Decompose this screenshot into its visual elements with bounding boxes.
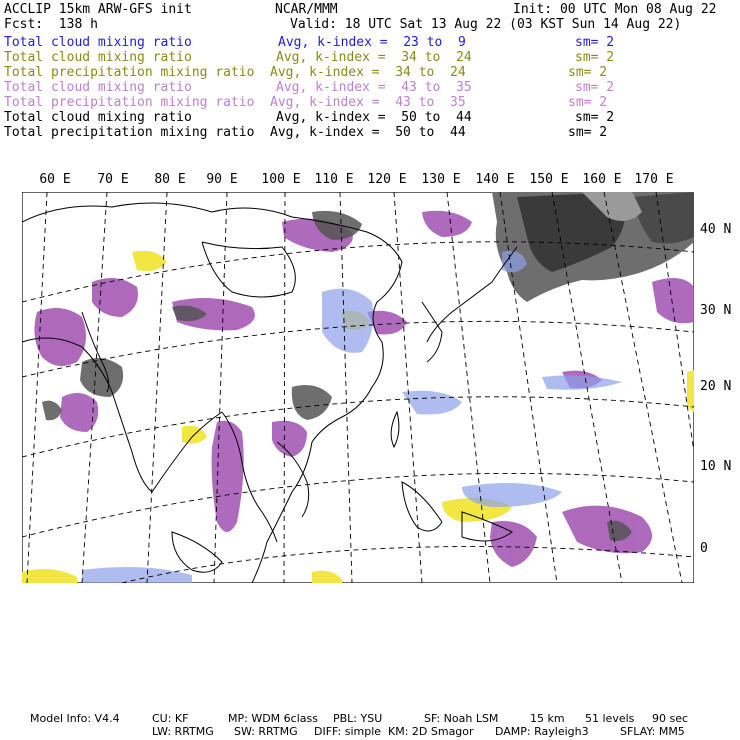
longitude-label: 140 E [475, 172, 515, 187]
field-sm: sm= 2 [575, 35, 615, 50]
map-panel [22, 192, 694, 583]
field-avg: Avg, k-index = 34 to 24 [276, 50, 472, 65]
footer-item: MP: WDM 6class [228, 712, 318, 725]
field-sm: sm= 2 [568, 65, 608, 80]
field-avg: Avg, k-index = 50 to 44 [276, 110, 472, 125]
field-name: Total cloud mixing ratio [4, 110, 192, 125]
footer-item: 90 sec [652, 712, 689, 725]
footer-item: DAMP: Rayleigh3 [495, 725, 589, 738]
footer-item: CU: KF [152, 712, 189, 725]
init-time: Init: 00 UTC Mon 08 Aug 22 [513, 2, 717, 17]
longitude-label: 170 E [634, 172, 674, 187]
latitude-label: 10 N [700, 459, 732, 474]
field-avg: Avg, k-index = 50 to 44 [270, 125, 466, 140]
footer-item: 51 levels [585, 712, 635, 725]
footer-item: Model Info: V4.4 [30, 712, 120, 725]
longitude-label: 80 E [154, 172, 186, 187]
valid-time: Valid: 18 UTC Sat 13 Aug 22 (03 KST Sun 14 Aug 22) [290, 17, 682, 32]
footer-item: 15 km [530, 712, 565, 725]
footer-item: SF: Noah LSM [424, 712, 499, 725]
footer-item: LW: RRTMG [152, 725, 214, 738]
field-name: Total cloud mixing ratio [4, 80, 192, 95]
longitude-label: 60 E [39, 172, 71, 187]
latitude-label: 30 N [700, 303, 732, 318]
field-sm: sm= 2 [568, 95, 608, 110]
forecast-hour: Fcst: 138 h [4, 17, 98, 32]
field-sm: sm= 2 [575, 110, 615, 125]
model-title: ACCLIP 15km ARW-GFS init [4, 2, 192, 17]
field-avg: Avg, k-index = 23 to 9 [278, 35, 466, 50]
footer-item: PBL: YSU [333, 712, 383, 725]
longitude-label: 160 E [582, 172, 622, 187]
longitude-label: 150 E [529, 172, 569, 187]
field-avg: Avg, k-index = 34 to 24 [270, 65, 466, 80]
field-name: Total cloud mixing ratio [4, 50, 192, 65]
longitude-label: 120 E [367, 172, 407, 187]
field-name: Total precipitation mixing ratio [4, 65, 255, 80]
field-name: Total precipitation mixing ratio [4, 95, 255, 110]
field-sm: sm= 2 [575, 80, 615, 95]
longitude-label: 130 E [421, 172, 461, 187]
field-sm: sm= 2 [568, 125, 608, 140]
field-avg: Avg, k-index = 43 to 35 [276, 80, 472, 95]
footer-item: KM: 2D Smagor [388, 725, 474, 738]
latitude-label: 40 N [700, 222, 732, 237]
longitude-label: 70 E [97, 172, 129, 187]
field-name: Total precipitation mixing ratio [4, 125, 255, 140]
footer-item: SW: RRTMG [234, 725, 298, 738]
latitude-label: 0 [700, 541, 708, 556]
footer-item: DIFF: simple [314, 725, 382, 738]
field-sm: sm= 2 [575, 50, 615, 65]
longitude-label: 90 E [206, 172, 238, 187]
center-label: NCAR/MMM [275, 2, 338, 17]
footer-item: SFLAY: MM5 [620, 725, 685, 738]
field-name: Total cloud mixing ratio [4, 35, 192, 50]
field-avg: Avg, k-index = 43 to 35 [270, 95, 466, 110]
longitude-label: 100 E [261, 172, 301, 187]
latitude-label: 20 N [700, 379, 732, 394]
longitude-label: 110 E [314, 172, 354, 187]
